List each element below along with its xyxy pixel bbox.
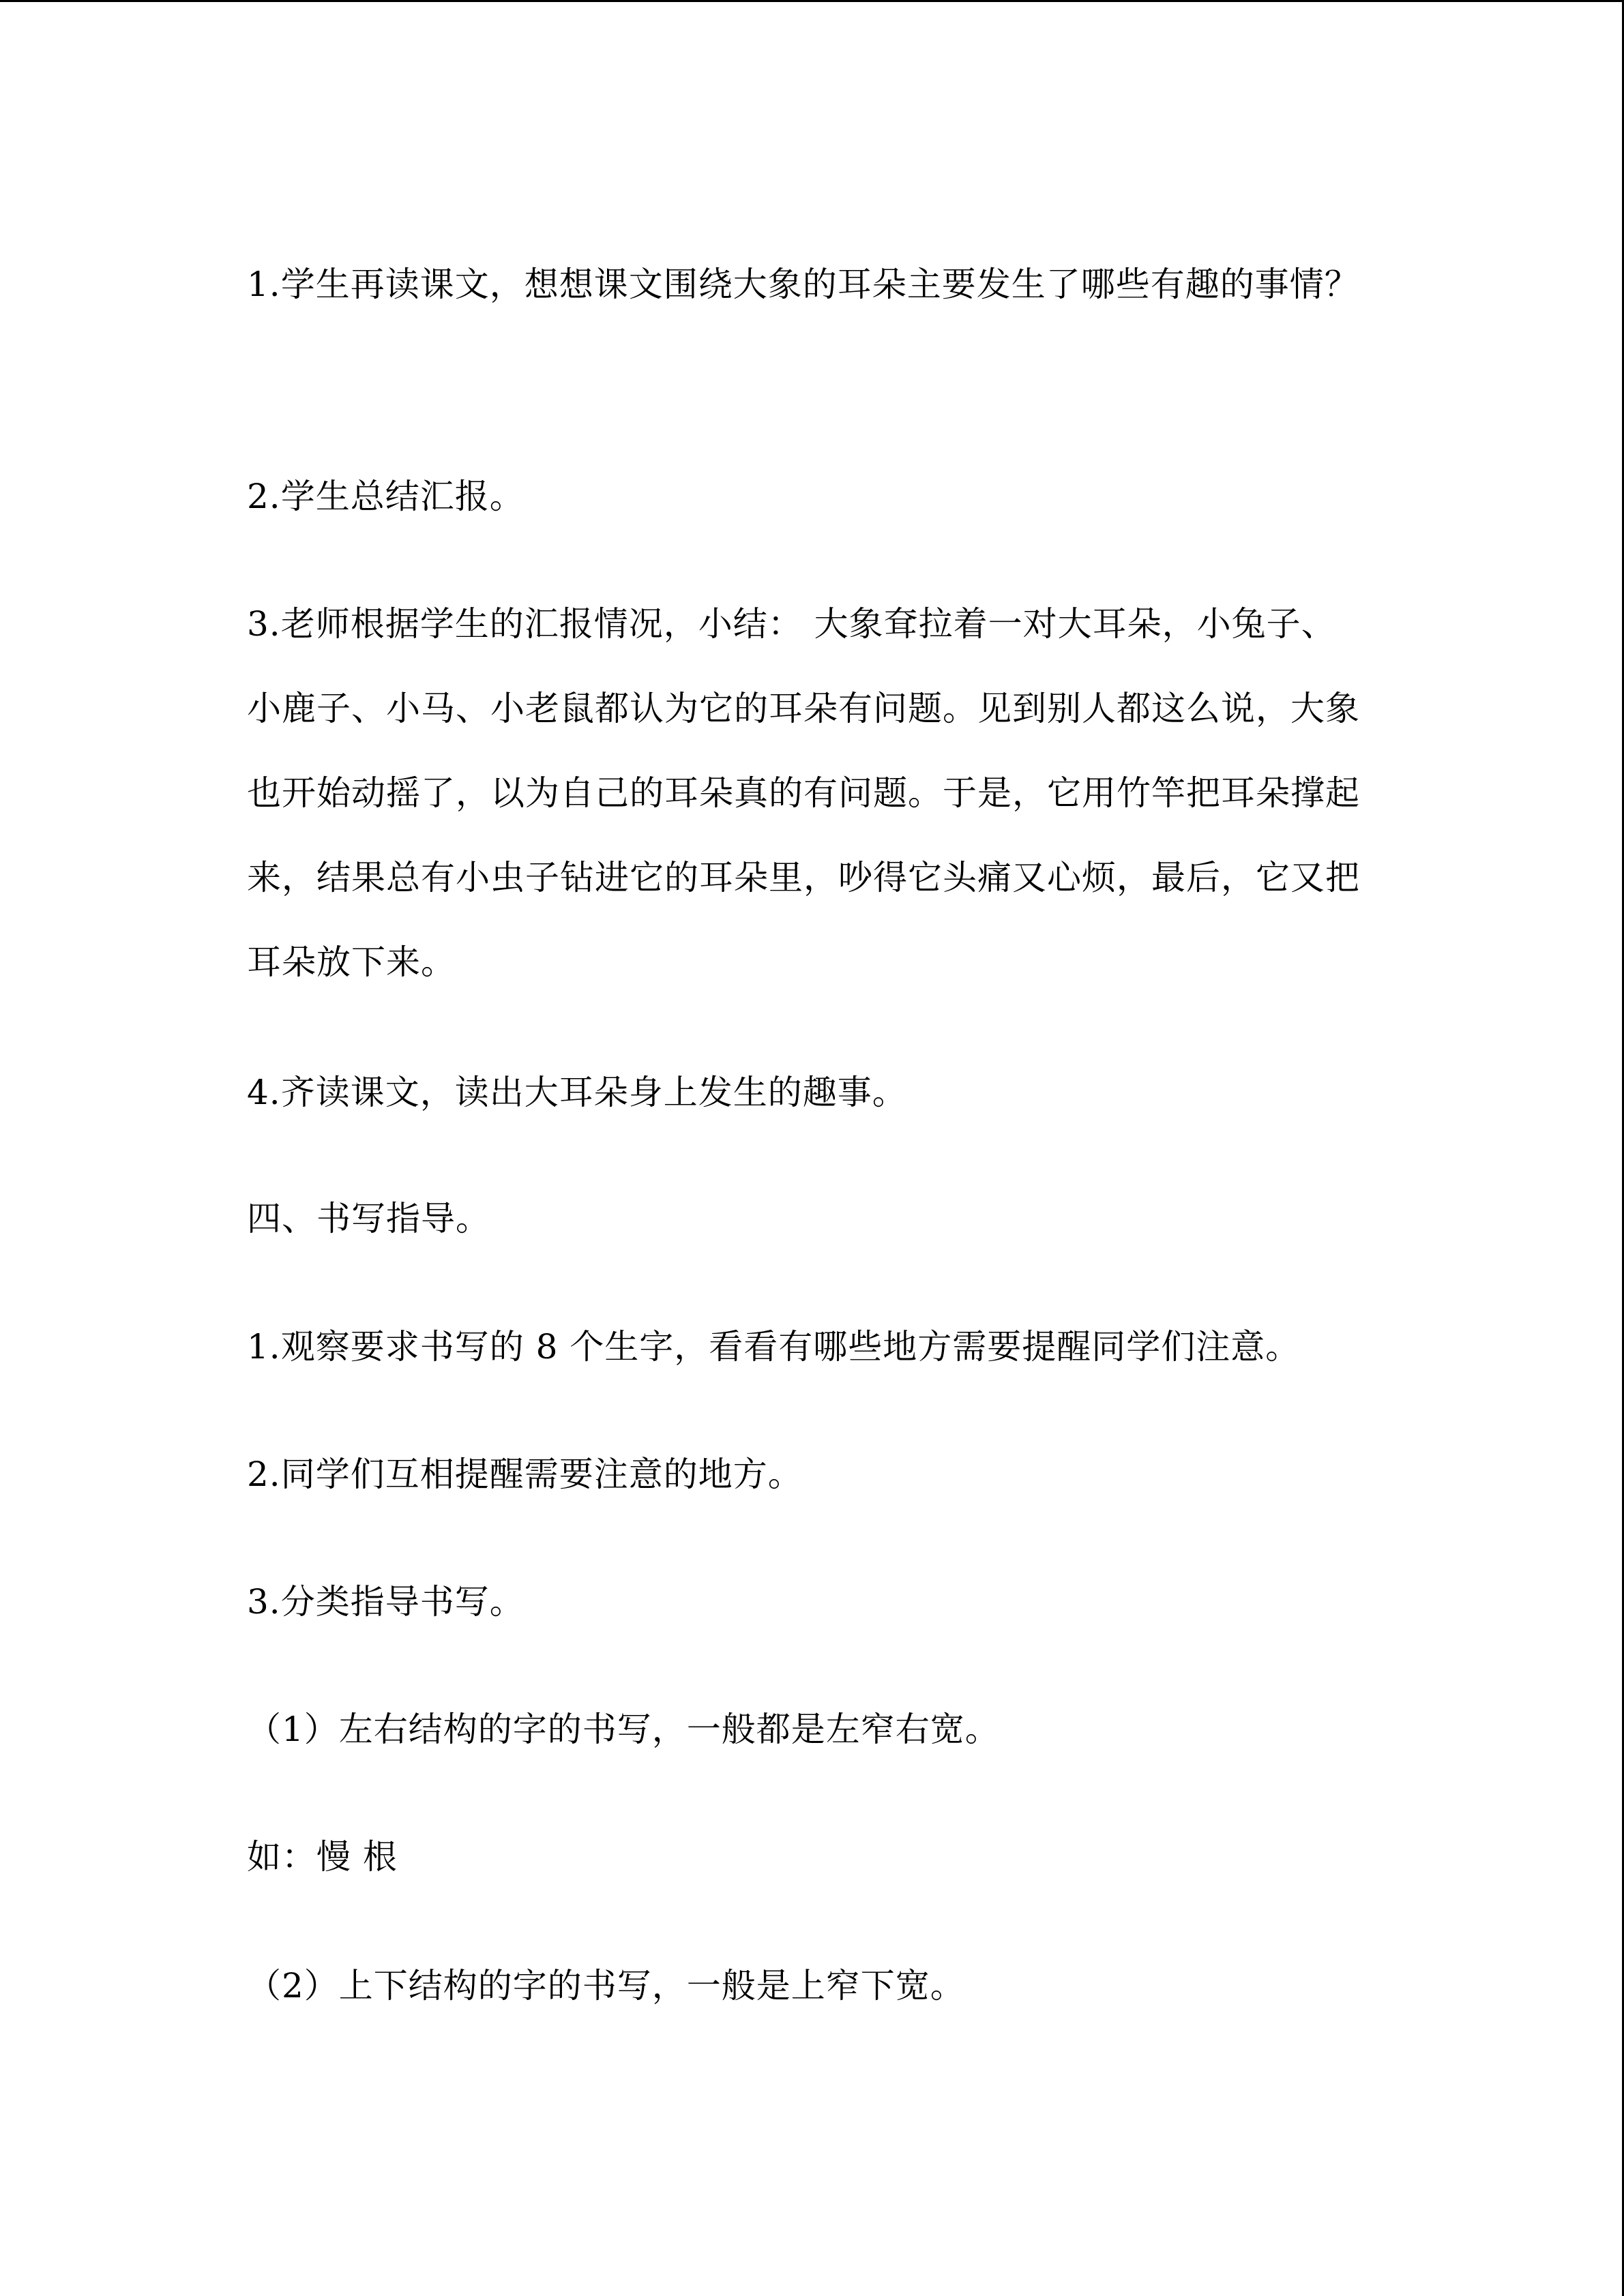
paragraph-6: 2.同学们互相提醒需要注意的地方。 bbox=[247, 1455, 803, 1494]
paragraph-10: （2）上下结构的字的书写，一般是上窄下宽。 bbox=[247, 1966, 965, 2006]
paragraph-2: 2.学生总结汇报。 bbox=[247, 477, 525, 516]
paragraph-1: 1.学生再读课文，想想课文围绕大象的耳朵主要发生了哪些有趣的事情？ bbox=[247, 265, 1359, 304]
paragraph-4: 4.齐读课文，读出大耳朵身上发生的趣事。 bbox=[247, 1073, 907, 1112]
paragraph-8: （1）左右结构的字的书写，一般都是左窄右宽。 bbox=[247, 1710, 1000, 1749]
paragraph-5: 1.观察要求书写的 8 个生字，看看有哪些地方需要提醒同学们注意。 bbox=[247, 1327, 1301, 1367]
paragraph-7: 3.分类指导书写。 bbox=[247, 1582, 525, 1622]
paragraph-9: 如：慢 根 bbox=[247, 1837, 398, 1877]
section-heading: 四、书写指导。 bbox=[247, 1199, 490, 1238]
paragraph-3: 3.老师根据学生的汇报情况，小结： 大象耷拉着一对大耳朵，小兔子、小鹿子、小马、小老鼠都认为它的耳朵有问题。见到别人都这么说，大象也开始动摇了，以为自己的耳朵真的有问题。于是，它用竹竿把耳朵撑起来，结果总有小虫子钻进它的耳朵里，吵得它头痛又心烦，最后，它又把耳朵放下来。 bbox=[247, 604, 1360, 982]
